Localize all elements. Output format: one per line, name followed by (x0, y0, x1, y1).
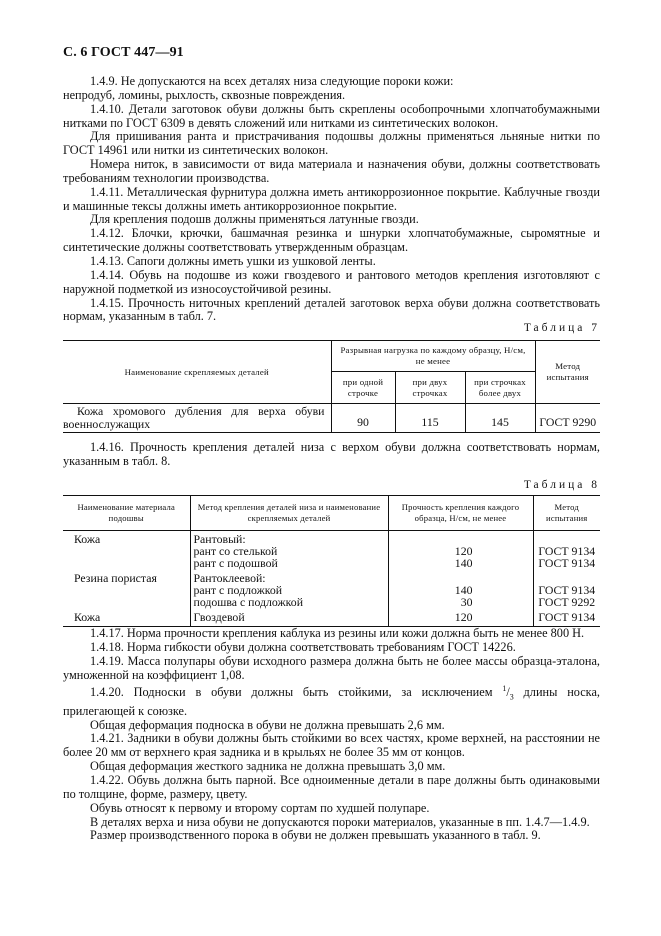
para-1-4-21: 1.4.21. Задники в обуви должны быть стойкими во всех частях, кроме верхней, на расстоянии не более 20 мм от верхнего края задника и в крыльях не более 35 мм от концов. (63, 731, 600, 760)
t7-row-method: ГОСТ 9290 (535, 404, 600, 433)
t8-method: рант с подложкой (190, 585, 388, 597)
para-thread-numbers: Номера ниток, в зависимости от вида материала и назначения обуви, должны соответствовать требованиям технологии производства. (63, 157, 600, 185)
t7-sub-one: при одной строчке (331, 372, 395, 404)
table7-caption: Таблица 7 (523, 322, 600, 334)
body-text-bottom (63, 627, 600, 843)
t8-test: ГОСТ 9134 (538, 555, 596, 570)
table8-caption: Таблица 8 (523, 479, 600, 491)
t8-method: рант с подошвой (190, 558, 388, 570)
fraction-denominator: 3 (509, 692, 514, 702)
fraction-numerator: 1 (502, 684, 507, 694)
para-defect-size: Размер производственного порока в обуви не должен превышать указанного в табл. 9. (90, 828, 541, 843)
t8-material: Резина пористая (63, 569, 190, 585)
t8-material (63, 558, 190, 570)
para-heel-deformation: Общая деформация жесткого задника не должна превышать 3,0 мм. (90, 759, 446, 774)
t8-test: ГОСТ 9134 (538, 583, 596, 598)
t8-strength: 140 (388, 585, 533, 597)
t7-header-name: Наименование скрепляемых деталей (63, 341, 331, 404)
table-8 (63, 495, 600, 627)
t8-material: Кожа (63, 531, 190, 546)
t7-row-name: Кожа хромового дубления для верха обуви военнослужащих (63, 404, 331, 433)
para-1-4-15: 1.4.15. Прочность ниточных креплений деталей заготовок верха обуви должна соответствовать нормам, указанным в табл. 7. (63, 295, 600, 324)
para-1-4-17: 1.4.17. Норма прочности крепления каблука из резины или кожи должна быть не менее 800 Н. (90, 626, 585, 640)
t8-method: рант со стелькой (190, 546, 388, 558)
t8-strength: 30 (388, 597, 533, 609)
para-1-4-18: 1.4.18. Норма гибкости обуви должна соответствовать требованиям ГОСТ 14226. (90, 639, 516, 654)
body-text-1416 (63, 441, 600, 469)
t8-method: Рантоклеевой: (190, 569, 388, 585)
body-text-top (63, 75, 600, 324)
t8-header-method-fix: Метод крепления деталей низа и наименование скрепляемых деталей (190, 496, 388, 531)
t7-header-load: Разрывная нагрузка по каждому образцу, Н/см, не менее (331, 341, 535, 372)
t7-header-method: Метод испытания (535, 341, 600, 404)
t8-method: Рантовый: (190, 531, 388, 546)
t8-material (63, 597, 190, 609)
t8-strength: 140 (388, 558, 533, 570)
t7-row-more: 145 (465, 404, 535, 433)
t8-strength: 120 (388, 546, 533, 558)
t8-strength: 120 (388, 609, 533, 626)
para-welt-threads: Для пришивания ранта и пристрачивания подошвы должны применяться льняные нитки по ГОСТ 14961 или нитки из синтетических волокон. (63, 129, 600, 158)
para-1-4-13: 1.4.13. Сапоги должны иметь ушки из ушковой ленты. (90, 253, 376, 268)
para-1-4-19: 1.4.19. Масса полупары обуви исходного размера должна быть не более массы образца-эталона, умноженной на коэффициент 1,08. (63, 653, 600, 682)
para-1-4-11: 1.4.11. Металлическая фурнитура должна иметь антикоррозионное покрытие. Каблучные гвозди и машинные тексы должны иметь антикоррозионное покрытие. (63, 184, 600, 213)
para-1-4-14: 1.4.14. Обувь на подошве из кожи гвоздевого и рантового методов крепления изготовляют с наружной подметкой из износоустойчивой резины. (63, 267, 600, 296)
t8-material (63, 585, 190, 597)
para-1-4-9: 1.4.9. Не допускаются на всех деталях низа следующие пороки кожи: (90, 74, 454, 88)
t8-material: Кожа (63, 609, 190, 626)
para-1-4-20: 1.4.20. Подноски в обуви должны быть стойкими, за исключением $^1/_3$ длины носка, прилегающей к союзке. (63, 684, 601, 718)
para-1-4-20-after: длины носка, прилегающей к союзке. (63, 685, 601, 718)
t8-header-material: Наименование материала подошвы (63, 496, 190, 531)
para-1-4-16: 1.4.16. Прочность крепления деталей низа с верхом обуви должна соответствовать нормам, указанным в табл. 8. (63, 440, 600, 468)
t8-method: Гвоздевой (190, 609, 388, 626)
para-1-4-20-before: 1.4.20. Подноски в обуви должны быть стойкими, за исключением (90, 685, 503, 700)
t7-sub-two: при двух строчках (395, 372, 465, 404)
para-1-4-12: 1.4.12. Блочки, крючки, башмачная резинка и шнурки хлопчатобумажные, сыромятные и синтетические должны соответствовать утвержденным образцам. (63, 226, 600, 255)
page-header: С. 6 ГОСТ 447—91 (63, 45, 184, 60)
para-1-4-10: 1.4.10. Детали заготовок обуви должны быть скреплены особопрочными хлопчатобумажными нитками по ГОСТ 6309 в девять сложений или нитками из синтетических волокон. (63, 101, 600, 130)
t8-method: подошва с подложкой (190, 597, 388, 609)
t8-material (63, 546, 190, 558)
t7-row-one: 90 (331, 404, 395, 433)
t8-test: ГОСТ 9292 (538, 594, 596, 609)
para-defects: В деталях верха и низа обуви не допускаются пороки материалов, указанные в пп. 1.4.7—1.4.9. (90, 814, 590, 829)
t8-test: ГОСТ 9134 (538, 543, 596, 558)
table-7 (63, 340, 600, 433)
para-toe-deformation: Общая деформация подноска в обуви не должна превышать 2,6 мм. (90, 717, 445, 732)
t7-row-two: 115 (395, 404, 465, 433)
para-grade: Обувь относят к первому и второму сортам по худшей полупаре. (90, 800, 430, 815)
t8-test: ГОСТ 9134 (538, 609, 596, 624)
t8-header-strength: Прочность крепления каждого образца, Н/см, не менее (388, 496, 533, 531)
t8-header-test: Метод испытания (546, 502, 588, 523)
t7-sub-more: при строчках более двух (465, 372, 535, 404)
para-1-4-9-list: непродуб, ломины, рыхлость, сквозные повреждения. (63, 87, 346, 102)
para-brass-nails: Для крепления подошв должны применяться латунные гвозди. (90, 212, 419, 227)
para-1-4-22: 1.4.22. Обувь должна быть парной. Все одноименные детали в паре должны быть одинаковыми по толщине, форме, размеру, цвету. (63, 772, 600, 801)
